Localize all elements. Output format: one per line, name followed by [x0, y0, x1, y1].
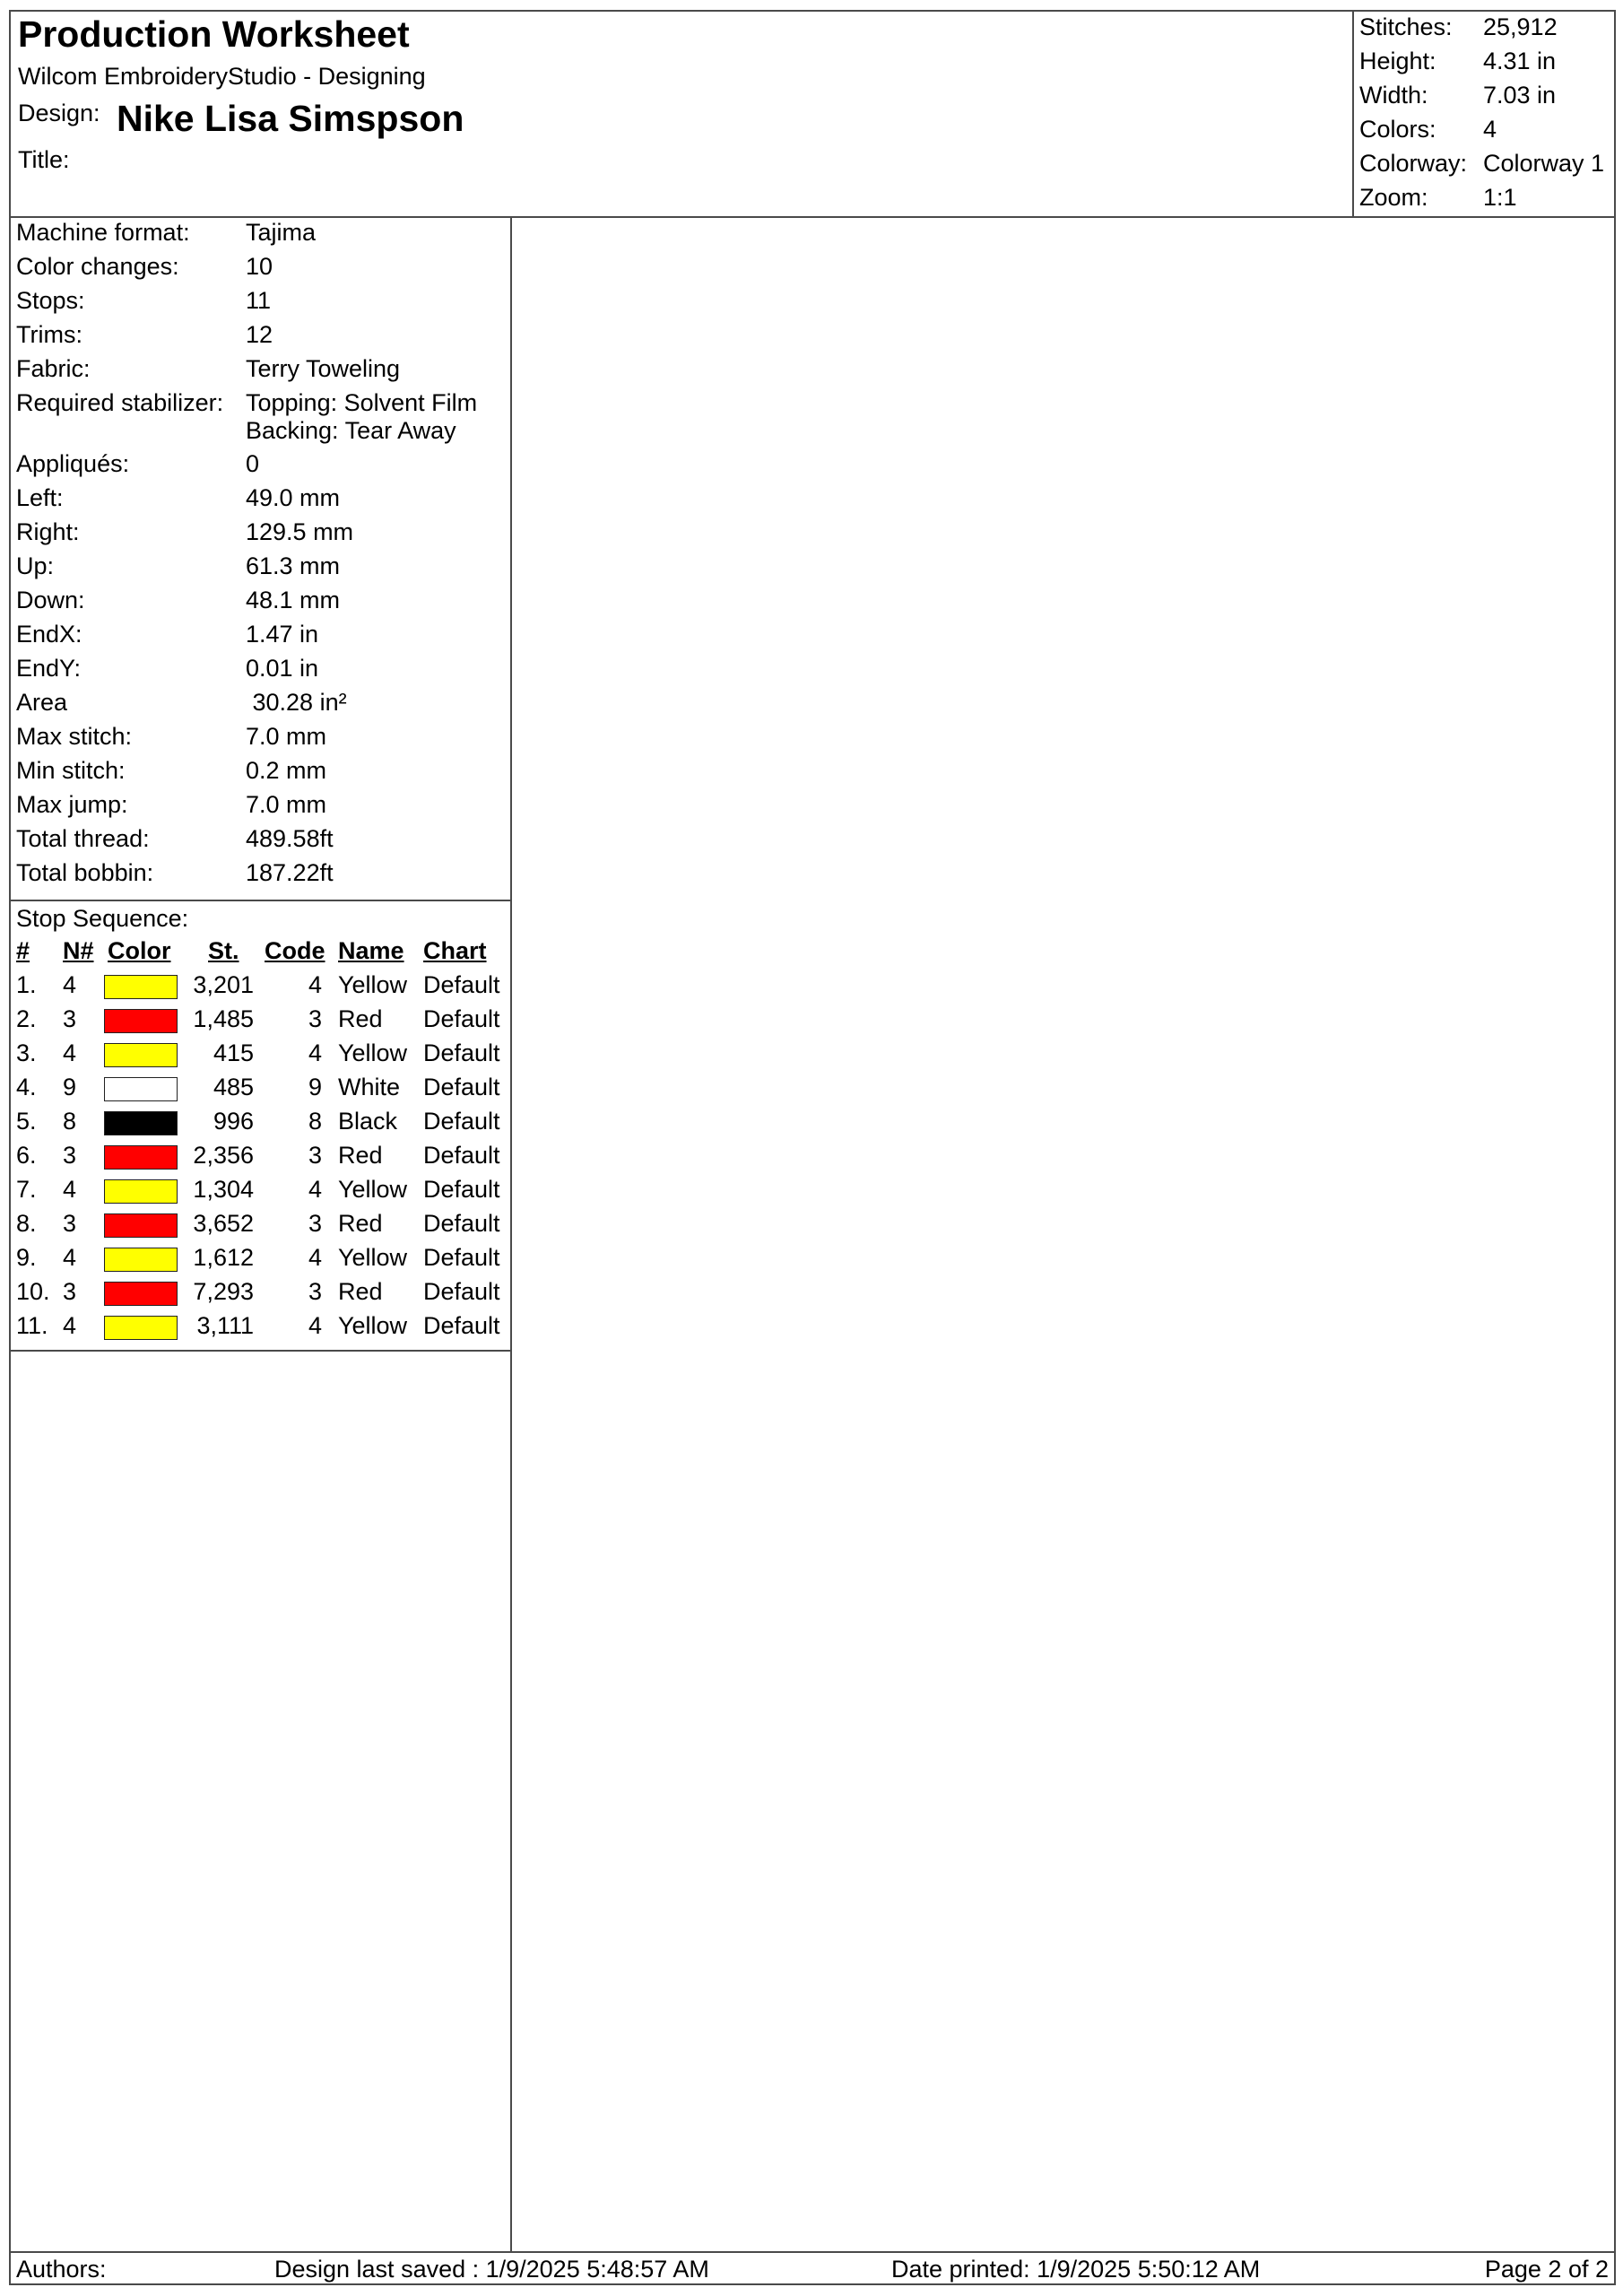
- info-label: Up:: [16, 552, 55, 579]
- authors-label: Authors:: [16, 2256, 107, 2283]
- info-value: 49.0 mm: [246, 484, 341, 511]
- info-value: 7.0 mm: [246, 791, 327, 818]
- info-label: Max jump:: [16, 791, 128, 818]
- info-value: 1.47 in: [246, 621, 319, 648]
- thread-name: Red: [338, 1005, 383, 1032]
- info-label: Machine format:: [16, 219, 190, 246]
- table-row: [11, 1108, 510, 1142]
- stop-number: 5.: [16, 1108, 37, 1135]
- table-row: [11, 1278, 510, 1312]
- info-label: Required stabilizer:: [16, 389, 224, 416]
- summary-label: Zoom:: [1359, 184, 1428, 211]
- thread-name: Red: [338, 1278, 383, 1305]
- info-label: Total bobbin:: [16, 859, 154, 886]
- info-value: 12: [246, 321, 273, 348]
- color-swatch: [104, 1009, 178, 1033]
- thread-chart: Default: [423, 1108, 500, 1135]
- worksheet-footer: [11, 2251, 1614, 2285]
- table-row: [11, 971, 510, 1005]
- table-row: [11, 1244, 510, 1278]
- thread-chart: Default: [423, 1210, 500, 1237]
- stitch-count: 2,356: [193, 1142, 254, 1169]
- info-value: 0.01 in: [246, 655, 319, 682]
- thread-name: Red: [338, 1142, 383, 1169]
- info-label: Right:: [16, 518, 80, 545]
- stop-number: 6.: [16, 1142, 37, 1169]
- info-value: 7.0 mm: [246, 723, 327, 750]
- color-swatch: [104, 975, 178, 999]
- column-header-chart: Chart: [423, 937, 487, 964]
- column-header-color: Color: [108, 937, 171, 964]
- info-label: Area: [16, 689, 68, 716]
- info-label: Total thread:: [16, 825, 150, 852]
- stop-number: 4.: [16, 1074, 37, 1100]
- color-swatch: [104, 1043, 178, 1067]
- thread-name: Yellow: [338, 971, 408, 998]
- table-row: [11, 1074, 510, 1108]
- thread-code: 8: [308, 1108, 322, 1135]
- software-name: Wilcom EmbroideryStudio - Designing: [18, 63, 426, 90]
- info-value: 187.22ft: [246, 859, 334, 886]
- needle-number: 4: [63, 1244, 77, 1271]
- thread-code: 4: [308, 1312, 322, 1339]
- needle-number: 4: [63, 1039, 77, 1066]
- title-label: Title:: [18, 146, 70, 173]
- info-label: EndY:: [16, 655, 82, 682]
- info-value: 11: [246, 287, 272, 314]
- date-printed: Date printed: 1/9/2025 5:50:12 AM: [891, 2256, 1261, 2283]
- production-worksheet: [9, 10, 1616, 2285]
- thread-chart: Default: [423, 1244, 500, 1271]
- needle-number: 8: [63, 1108, 77, 1135]
- info-label: Min stitch:: [16, 757, 126, 784]
- stitch-count: 7,293: [193, 1278, 254, 1305]
- thread-chart: Default: [423, 1278, 500, 1305]
- thread-name: Yellow: [338, 1244, 408, 1271]
- column-header-code: Code: [265, 937, 325, 964]
- info-value: 48.1 mm: [246, 587, 341, 613]
- stitch-count: 3,201: [193, 971, 254, 998]
- thread-code: 4: [308, 1039, 322, 1066]
- color-swatch: [104, 1145, 178, 1170]
- summary-value: 4: [1483, 116, 1497, 143]
- machine-info: [11, 218, 510, 901]
- thread-chart: Default: [423, 971, 500, 998]
- color-swatch: [104, 1213, 178, 1238]
- info-value: 489.58ft: [246, 825, 334, 852]
- thread-name: Yellow: [338, 1039, 408, 1066]
- thread-code: 9: [308, 1074, 322, 1100]
- summary-label: Stitches:: [1359, 13, 1453, 40]
- needle-number: 3: [63, 1278, 77, 1305]
- table-row: [11, 1176, 510, 1210]
- stop-number: 8.: [16, 1210, 37, 1237]
- thread-chart: Default: [423, 1142, 500, 1169]
- info-value-topping: Topping: Solvent Film: [246, 389, 478, 416]
- thread-code: 4: [308, 1176, 322, 1203]
- stitch-count: 1,304: [193, 1176, 254, 1203]
- summary-label: Colorway:: [1359, 150, 1468, 177]
- stop-number: 9.: [16, 1244, 37, 1271]
- stitch-count: 415: [213, 1039, 254, 1066]
- table-row: [11, 1312, 510, 1346]
- needle-number: 4: [63, 971, 77, 998]
- stop-number: 7.: [16, 1176, 37, 1203]
- table-row: [11, 1142, 510, 1176]
- color-swatch: [104, 1077, 178, 1101]
- color-swatch: [104, 1282, 178, 1306]
- info-value: 0.2 mm: [246, 757, 327, 784]
- page-title: Production Worksheet: [18, 13, 410, 55]
- info-value: 0: [246, 450, 260, 477]
- column-header-name: Name: [338, 937, 404, 964]
- stitch-count: 3,111: [196, 1312, 254, 1339]
- column-header-number: #: [16, 937, 30, 964]
- info-value: Tajima: [246, 219, 317, 246]
- info-label: Down:: [16, 587, 85, 613]
- info-value: Terry Toweling: [246, 355, 401, 382]
- column-header-stitches: St.: [208, 937, 239, 964]
- thread-code: 4: [308, 1244, 322, 1271]
- summary-value: 4.31 in: [1483, 48, 1557, 74]
- color-swatch: [104, 1111, 178, 1135]
- info-label: Color changes:: [16, 253, 179, 280]
- column-header-needle: N#: [63, 937, 94, 964]
- stitch-count: 1,485: [193, 1005, 254, 1032]
- needle-number: 3: [63, 1005, 77, 1032]
- thread-name: White: [338, 1074, 401, 1100]
- color-swatch: [104, 1316, 178, 1340]
- last-saved: Design last saved : 1/9/2025 5:48:57 AM: [274, 2256, 709, 2283]
- stop-number: 11.: [16, 1312, 48, 1339]
- summary-label: Width:: [1359, 82, 1428, 109]
- design-name: Nike Lisa Simspson: [117, 98, 464, 139]
- info-value: 61.3 mm: [246, 552, 341, 579]
- info-label: EndX:: [16, 621, 82, 648]
- info-label: Fabric:: [16, 355, 91, 382]
- stop-number: 2.: [16, 1005, 37, 1032]
- stitch-count: 3,652: [193, 1210, 254, 1237]
- info-label: Appliqués:: [16, 450, 130, 477]
- thread-name: Yellow: [338, 1312, 408, 1339]
- needle-number: 4: [63, 1176, 77, 1203]
- color-swatch: [104, 1248, 178, 1272]
- stop-sequence-title: Stop Sequence:: [16, 905, 189, 932]
- thread-code: 3: [308, 1210, 322, 1237]
- needle-number: 3: [63, 1142, 77, 1169]
- design-summary: [1352, 12, 1614, 216]
- info-label: Stops:: [16, 287, 85, 314]
- thread-code: 3: [308, 1278, 322, 1305]
- summary-value: 1:1: [1483, 184, 1517, 211]
- details-column: [11, 218, 512, 2251]
- thread-chart: Default: [423, 1005, 500, 1032]
- table-row: [11, 1005, 510, 1039]
- stitch-count: 485: [213, 1074, 254, 1100]
- info-value: 129.5 mm: [246, 518, 354, 545]
- worksheet-header: [11, 12, 1614, 218]
- thread-code: 4: [308, 971, 322, 998]
- info-value: 10: [246, 253, 273, 280]
- page-number: Page 2 of 2: [1484, 2256, 1609, 2283]
- thread-chart: Default: [423, 1039, 500, 1066]
- thread-name: Red: [338, 1210, 383, 1237]
- summary-value: 7.03 in: [1483, 82, 1557, 109]
- thread-code: 3: [308, 1142, 322, 1169]
- info-label: Max stitch:: [16, 723, 133, 750]
- summary-label: Colors:: [1359, 116, 1436, 143]
- stop-number: 10.: [16, 1278, 50, 1305]
- needle-number: 4: [63, 1312, 77, 1339]
- needle-number: 3: [63, 1210, 77, 1237]
- table-row: [11, 1210, 510, 1244]
- stop-number: 3.: [16, 1039, 37, 1066]
- thread-code: 3: [308, 1005, 322, 1032]
- info-label: Trims:: [16, 321, 82, 348]
- stop-number: 1.: [16, 971, 37, 998]
- info-label: Left:: [16, 484, 64, 511]
- design-label: Design:: [18, 100, 100, 126]
- summary-value: 25,912: [1483, 13, 1558, 40]
- thread-chart: Default: [423, 1074, 500, 1100]
- summary-value: Colorway 1: [1483, 150, 1605, 177]
- stitch-count: 996: [213, 1108, 254, 1135]
- needle-number: 9: [63, 1074, 77, 1100]
- thread-chart: Default: [423, 1176, 500, 1203]
- stitch-count: 1,612: [193, 1244, 254, 1271]
- thread-name: Yellow: [338, 1176, 408, 1203]
- table-row: [11, 1039, 510, 1074]
- thread-chart: Default: [423, 1312, 500, 1339]
- thread-name: Black: [338, 1108, 398, 1135]
- summary-label: Height:: [1359, 48, 1436, 74]
- info-value: 30.28 in²: [246, 689, 347, 716]
- stop-sequence-table: [11, 901, 510, 1352]
- info-value-backing: Backing: Tear Away: [246, 417, 456, 444]
- color-swatch: [104, 1179, 178, 1204]
